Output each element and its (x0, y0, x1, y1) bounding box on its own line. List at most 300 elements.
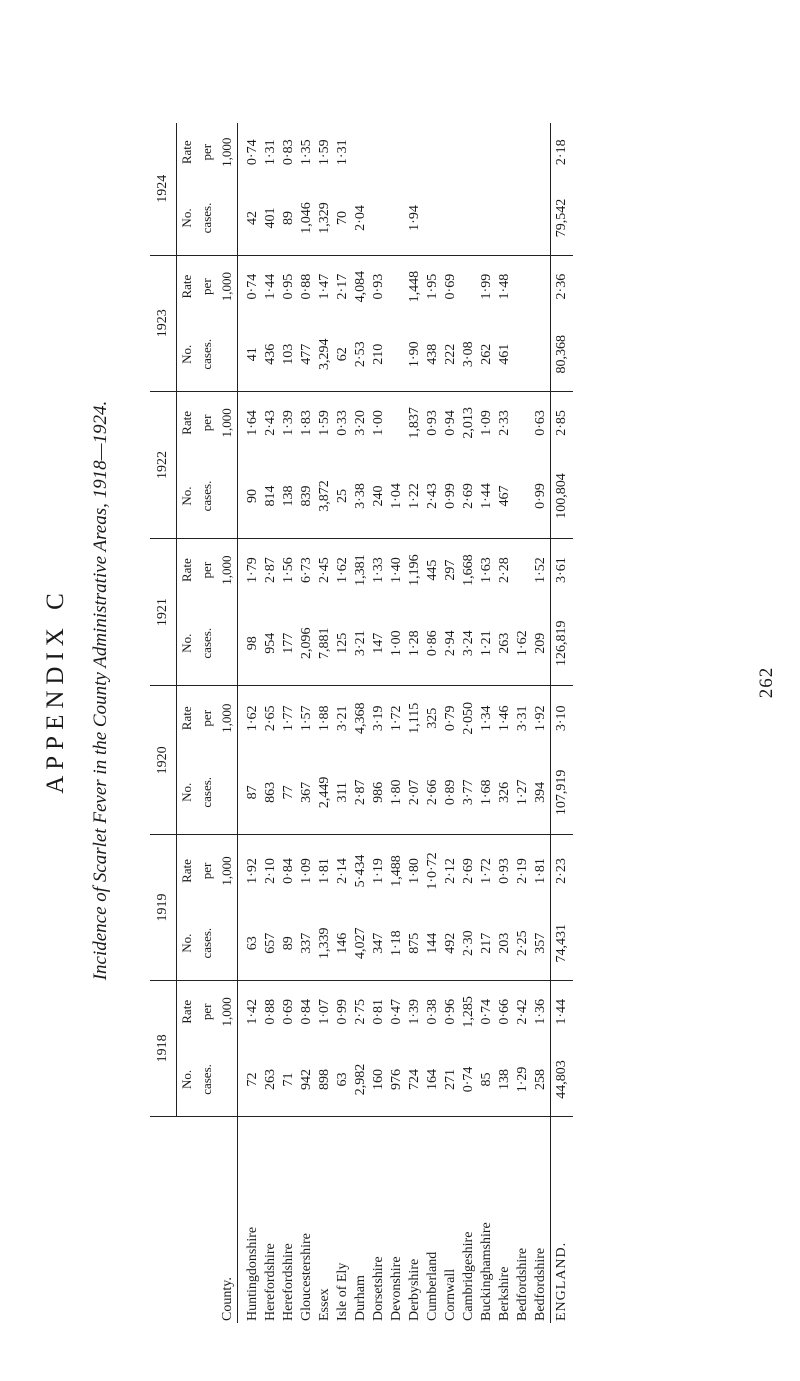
rate-cell: 1·62 (335, 557, 350, 583)
rate-cell: 1·46 (497, 705, 512, 732)
rate-cell: 2,013 (461, 407, 476, 439)
case-count-cell: 240 (370, 454, 388, 539)
rate-cell: 1,285 (461, 996, 476, 1028)
rate-cell (388, 255, 406, 318)
case-count-cell: 1,046 (298, 181, 316, 255)
table-row (298, 123, 316, 1323)
rate-subheader: per (199, 862, 214, 880)
area-name: Cumberland (425, 1251, 440, 1321)
case-count-cell: 90 (238, 454, 263, 539)
number-subheader: No. (177, 181, 198, 255)
rate-cell: 0·84 (299, 998, 314, 1025)
case-count-cell: 1·04 (388, 454, 406, 539)
case-count-cell: 3·38 (352, 454, 370, 539)
total-rate-cell: 3·10 (551, 686, 574, 750)
table-row (370, 123, 388, 1323)
area-name: Bedfordshire (533, 1247, 548, 1321)
case-count-cell: 814 (262, 454, 280, 539)
rate-cell: 325 (425, 707, 440, 729)
area-name: Durham (353, 1275, 368, 1321)
table-row (262, 123, 280, 1323)
rate-cell: 1·42 (245, 998, 260, 1025)
rate-cell: 1·35 (299, 139, 314, 166)
number-subheader: No. (177, 601, 198, 686)
rate-cell: 1·34 (479, 705, 494, 732)
case-count-cell: 222 (442, 318, 460, 392)
case-count-cell: 357 (532, 907, 551, 981)
case-count-cell: 210 (370, 318, 388, 392)
total-count-cell: 107,919 (551, 750, 574, 835)
rate-cell: 1,488 (389, 855, 404, 887)
rate-cell: 1·19 (371, 858, 386, 884)
number-subheader (217, 907, 238, 981)
area-name: Cambridgeshire (461, 1231, 476, 1321)
rate-cell (478, 123, 496, 181)
case-count-cell: 2·04 (352, 181, 370, 255)
total-count-cell: 100,804 (551, 454, 574, 539)
area-name: Berkshire (497, 1266, 512, 1321)
case-count-cell: 1·18 (388, 907, 406, 981)
case-count-cell: 1·62 (514, 601, 532, 686)
rate-subheader: per (199, 561, 214, 579)
rate-cell (514, 539, 532, 602)
rate-cell: 0·47 (389, 998, 404, 1025)
case-count-cell: 41 (238, 318, 263, 392)
rate-cell: 1·92 (533, 705, 548, 732)
case-count-cell: 164 (424, 1043, 442, 1117)
case-count-cell: 263 (496, 601, 514, 686)
rate-cell: 0·74 (479, 998, 494, 1025)
case-count-cell: 1·29 (514, 1043, 532, 1117)
total-rate-cell: 1·44 (551, 980, 574, 1043)
total-label: ENGLAND. (551, 1117, 574, 1324)
rate-subheader: 1,000 (217, 255, 238, 318)
case-count-cell (514, 318, 532, 392)
rate-cell (388, 391, 406, 454)
case-count-cell: 138 (280, 454, 298, 539)
case-count-cell: 863 (262, 750, 280, 835)
rate-cell: 1·39 (281, 410, 296, 436)
table-row (478, 123, 496, 1323)
case-count-cell: 3·08 (460, 318, 478, 392)
rate-cell: 1·07 (317, 998, 332, 1025)
case-count-cell: 103 (280, 318, 298, 392)
rate-cell: 1·62 (245, 705, 260, 732)
table-body (238, 123, 551, 1323)
rate-cell: 297 (443, 559, 458, 581)
rate-cell (514, 123, 532, 181)
rate-cell: 1·92 (245, 858, 260, 884)
number-subheader: No. (177, 1043, 198, 1117)
rate-cell (514, 255, 532, 318)
table-row (280, 123, 298, 1323)
total-count-cell: 126,819 (551, 601, 574, 686)
rate-subheader: Rate (179, 706, 194, 731)
case-count-cell: 1·22 (406, 454, 424, 539)
case-count-cell: 401 (262, 181, 280, 255)
rate-cell: 1,196 (407, 554, 422, 586)
rate-cell: 1·48 (497, 273, 512, 300)
rate-subheader: Rate (179, 274, 194, 299)
rate-cell: 0·74 (245, 139, 260, 166)
table-row (316, 123, 334, 1323)
case-count-cell: 347 (370, 907, 388, 981)
rate-subheader: Rate (179, 410, 194, 435)
case-count-cell: 1·94 (406, 181, 424, 255)
rate-cell: 0·84 (281, 858, 296, 884)
rate-cell (514, 391, 532, 454)
rate-cell: 0·99 (335, 998, 350, 1025)
rate-cell: 6·73 (299, 557, 314, 583)
case-count-cell (478, 181, 496, 255)
rate-cell: 0·94 (443, 410, 458, 436)
rate-cell: 0·93 (425, 410, 440, 436)
area-name: Essex (317, 1288, 332, 1321)
rate-cell: 1·44 (263, 273, 278, 300)
rate-subheader: per (199, 143, 214, 161)
rate-cell: 1·39 (407, 998, 422, 1025)
rate-cell: 4,368 (353, 702, 368, 735)
rate-cell: 1·31 (335, 139, 350, 166)
rate-cell: 0·88 (299, 273, 314, 300)
case-count-cell: 98 (238, 601, 263, 686)
rate-cell: 1·79 (245, 557, 260, 583)
rate-subheader: Rate (179, 558, 194, 583)
table-row (388, 123, 406, 1323)
rate-cell: 1,381 (353, 554, 368, 586)
area-column-header: County. (150, 1117, 238, 1324)
case-count-cell: 0·74 (460, 1043, 478, 1117)
case-count-cell: 976 (388, 1043, 406, 1117)
case-count-cell (514, 181, 532, 255)
case-count-cell: 0·99 (442, 454, 460, 539)
case-count-cell: 2·69 (460, 454, 478, 539)
area-name: Dorsetshire (371, 1256, 386, 1321)
rate-cell: 5·434 (353, 854, 368, 888)
number-subheader: cases. (197, 181, 217, 255)
rate-subheader: 1,000 (217, 391, 238, 454)
rate-cell: 0·96 (443, 998, 458, 1025)
table-row (442, 123, 460, 1323)
year-header: 1920 (150, 686, 177, 835)
rate-cell: 1·40 (389, 557, 404, 583)
case-count-cell: 436 (262, 318, 280, 392)
rate-subheader: 1,000 (217, 686, 238, 750)
case-count-cell: 1·90 (406, 318, 424, 392)
case-count-cell: 311 (334, 750, 352, 835)
case-count-cell: 2·87 (352, 750, 370, 835)
rate-cell (532, 255, 551, 318)
rate-cell: 2·43 (263, 410, 278, 436)
total-count-cell: 74,431 (551, 907, 574, 981)
rate-subheader: 1,000 (217, 123, 238, 181)
rate-cell: 2·28 (497, 557, 512, 583)
case-count-cell: 492 (442, 907, 460, 981)
number-subheader (217, 318, 238, 392)
rate-cell: 3·31 (515, 705, 530, 732)
case-count-cell: 2,449 (316, 750, 334, 835)
rate-cell: 3·21 (335, 705, 350, 732)
case-count-cell: 2·30 (460, 907, 478, 981)
rate-cell: 2·050 (461, 701, 476, 735)
total-rate-cell: 2·36 (551, 255, 574, 318)
table-row (352, 123, 370, 1323)
case-count-cell: 367 (298, 750, 316, 835)
case-count-cell: 138 (496, 1043, 514, 1117)
case-count-cell: 2·94 (442, 601, 460, 686)
case-count-cell: 4,027 (352, 907, 370, 981)
case-count-cell (370, 181, 388, 255)
case-count-cell (442, 181, 460, 255)
rate-cell: 0·33 (335, 410, 350, 436)
area-name: Cornwall (443, 1268, 458, 1321)
rate-cell (496, 123, 514, 181)
case-count-cell: 146 (334, 907, 352, 981)
total-rate-cell: 2·85 (551, 391, 574, 454)
rate-cell (442, 123, 460, 181)
case-count-cell: 0·99 (532, 454, 551, 539)
case-count-cell: 147 (370, 601, 388, 686)
year-header: 1921 (150, 539, 177, 686)
rate-cell: 1·47 (317, 273, 332, 300)
rate-subheader: Rate (179, 859, 194, 883)
rate-cell (388, 123, 406, 181)
rate-subheader: per (199, 1003, 214, 1021)
area-name: Herefordshire (281, 1243, 296, 1321)
number-subheader: cases. (197, 1043, 217, 1117)
case-count-cell: 177 (280, 601, 298, 686)
case-count-cell: 25 (334, 454, 352, 539)
number-subheader: No. (177, 750, 198, 835)
case-count-cell: 258 (532, 1043, 551, 1117)
rate-cell: 2·33 (497, 410, 512, 436)
case-count-cell: 7,881 (316, 601, 334, 686)
case-count-cell (532, 181, 551, 255)
scarlet-fever-table (150, 123, 573, 1323)
total-rate-cell: 3·61 (551, 539, 574, 602)
case-count-cell: 209 (532, 601, 551, 686)
case-count-cell (496, 181, 514, 255)
area-name: Derbyshire (407, 1258, 422, 1321)
rate-subheader: per (199, 278, 214, 295)
rate-subheader: Rate (179, 999, 194, 1024)
rate-cell: 2·12 (443, 858, 458, 884)
case-count-cell: 1·68 (478, 750, 496, 835)
case-count-cell: 942 (298, 1043, 316, 1117)
table-row (496, 123, 514, 1323)
rate-cell: 1·83 (299, 410, 314, 436)
number-subheader (217, 750, 238, 835)
case-count-cell: 89 (280, 907, 298, 981)
rate-cell: 1·80 (407, 858, 422, 884)
case-count-cell: 3·77 (460, 750, 478, 835)
case-count-cell: 2·66 (424, 750, 442, 835)
case-count-cell: 125 (334, 601, 352, 686)
rate-cell: 1·99 (479, 273, 494, 300)
table-row (238, 123, 263, 1323)
rate-cell: 2·19 (515, 858, 530, 884)
case-count-cell: 3·21 (352, 601, 370, 686)
rate-cell: 1,837 (407, 407, 422, 439)
case-count-cell (388, 318, 406, 392)
rate-cell: 1,115 (407, 702, 422, 734)
number-subheader (217, 1043, 238, 1117)
case-count-cell: 263 (262, 1043, 280, 1117)
rate-cell (460, 123, 478, 181)
number-subheader: cases. (197, 907, 217, 981)
case-count-cell: 87 (238, 750, 263, 835)
case-count-cell: 63 (334, 1043, 352, 1117)
rate-cell: 0·93 (371, 273, 386, 300)
table-row (460, 123, 478, 1323)
case-count-cell: 1·44 (478, 454, 496, 539)
rate-cell: 1·00 (371, 410, 386, 436)
rate-cell: 1·09 (299, 858, 314, 884)
rate-cell (460, 255, 478, 318)
number-subheader (217, 601, 238, 686)
table-row (424, 123, 442, 1323)
number-subheader: No. (177, 454, 198, 539)
rate-cell: 3·19 (371, 705, 386, 732)
rate-cell: 0·66 (497, 998, 512, 1025)
case-count-cell: 2·07 (406, 750, 424, 835)
case-count-cell: 839 (298, 454, 316, 539)
case-count-cell: 467 (496, 454, 514, 539)
rate-subheader: 1,000 (217, 835, 238, 907)
case-count-cell: 3,294 (316, 318, 334, 392)
total-rate-cell: 2·18 (551, 123, 574, 181)
rate-cell: 1·77 (281, 705, 296, 732)
rate-cell: 1,448 (407, 270, 422, 303)
case-count-cell: 271 (442, 1043, 460, 1117)
table-title: Incidence of Scarlet Fever in the County Administrative Areas, 1918—1924. (90, 400, 111, 981)
case-count-cell: 89 (280, 181, 298, 255)
rate-cell: 0·69 (281, 998, 296, 1025)
case-count-cell (388, 181, 406, 255)
number-subheader: cases. (197, 318, 217, 392)
case-count-cell: 1·00 (388, 601, 406, 686)
rate-cell: 0·63 (533, 410, 548, 436)
case-count-cell: 326 (496, 750, 514, 835)
case-count-cell: 42 (238, 181, 263, 255)
rate-cell: 2·65 (263, 705, 278, 732)
total-count-cell: 80,368 (551, 318, 574, 392)
area-name: Herefordshire (263, 1243, 278, 1321)
number-subheader: cases. (197, 750, 217, 835)
case-count-cell: 394 (532, 750, 551, 835)
case-count-cell: 438 (424, 318, 442, 392)
number-subheader: No. (177, 907, 198, 981)
year-header-row (150, 123, 177, 1323)
case-count-cell: 2·25 (514, 907, 532, 981)
rate-cell: 1·81 (533, 858, 548, 884)
rate-cell: 1,668 (461, 554, 476, 586)
case-count-cell: 0·86 (424, 601, 442, 686)
case-count-cell: 1·80 (388, 750, 406, 835)
rate-cell: 2·42 (515, 998, 530, 1025)
case-count-cell: 2·43 (424, 454, 442, 539)
rate-cell (370, 123, 388, 181)
case-count-cell: 70 (334, 181, 352, 255)
rate-subheader: per (199, 414, 214, 432)
case-count-cell: 461 (496, 318, 514, 392)
year-header: 1918 (150, 980, 177, 1116)
rate-cell: 1·72 (389, 705, 404, 732)
rate-cell: 0·81 (371, 998, 386, 1025)
rate-cell: 2·14 (335, 858, 350, 884)
year-header: 1923 (150, 255, 177, 391)
case-count-cell: 3·24 (460, 601, 478, 686)
rate-cell: 0·74 (245, 273, 260, 300)
rate-cell: 0·88 (263, 998, 278, 1025)
year-header: 1919 (150, 835, 177, 980)
case-count-cell: 2·53 (352, 318, 370, 392)
page-number: 262 (756, 666, 777, 699)
case-count-cell: 217 (478, 907, 496, 981)
year-header: 1922 (150, 391, 177, 538)
case-count-cell: 63 (238, 907, 263, 981)
case-count-cell: 262 (478, 318, 496, 392)
case-count-cell: 0·89 (442, 750, 460, 835)
rate-cell: 1·0·72 (425, 852, 440, 890)
rate-cell: 1·56 (281, 557, 296, 583)
rate-cell: 1·52 (533, 557, 548, 583)
rate-subheader: per (199, 709, 214, 727)
case-count-cell: 71 (280, 1043, 298, 1117)
case-count-cell: 72 (238, 1043, 263, 1117)
case-count-cell: 1·27 (514, 750, 532, 835)
area-name: Gloucestershire (299, 1233, 314, 1321)
case-count-cell: 1·28 (406, 601, 424, 686)
case-count-cell: 203 (496, 907, 514, 981)
rate-cell: 2·45 (317, 557, 332, 583)
rate-cell (352, 123, 370, 181)
rate-cell: 1·31 (263, 139, 278, 166)
rate-subheader: 1,000 (217, 980, 238, 1043)
case-count-cell: 898 (316, 1043, 334, 1117)
case-count-cell: 3,872 (316, 454, 334, 539)
appendix-heading: APPENDIX C (42, 587, 69, 794)
rate-cell: 0·38 (425, 998, 440, 1025)
rate-cell: 1·81 (317, 858, 332, 884)
rate-cell: 2·69 (461, 858, 476, 884)
case-count-cell (514, 454, 532, 539)
rate-cell: 4,084 (353, 270, 368, 303)
case-count-cell: 986 (370, 750, 388, 835)
area-name: Isle of Ely (335, 1262, 350, 1321)
case-count-cell: 337 (298, 907, 316, 981)
case-count-cell: 657 (262, 907, 280, 981)
number-subheader: cases. (197, 454, 217, 539)
case-count-cell: 160 (370, 1043, 388, 1117)
case-count-cell: 62 (334, 318, 352, 392)
rate-cell: 1·57 (299, 705, 314, 732)
case-count-cell: 724 (406, 1043, 424, 1117)
rate-cell: 0·69 (443, 273, 458, 300)
case-count-cell: 2,982 (352, 1043, 370, 1117)
number-subheader (217, 181, 238, 255)
area-name: Devonshire (389, 1256, 404, 1321)
area-name: Huntingdonshire (245, 1226, 260, 1321)
rate-cell: 1·59 (317, 410, 332, 436)
total-row (551, 123, 574, 1323)
rate-cell: 1·09 (479, 410, 494, 436)
case-count-cell: 1·21 (478, 601, 496, 686)
case-count-cell: 2,096 (298, 601, 316, 686)
case-count-cell (424, 181, 442, 255)
rate-cell: 2·75 (353, 998, 368, 1025)
rate-subheader: 1,000 (217, 539, 238, 602)
